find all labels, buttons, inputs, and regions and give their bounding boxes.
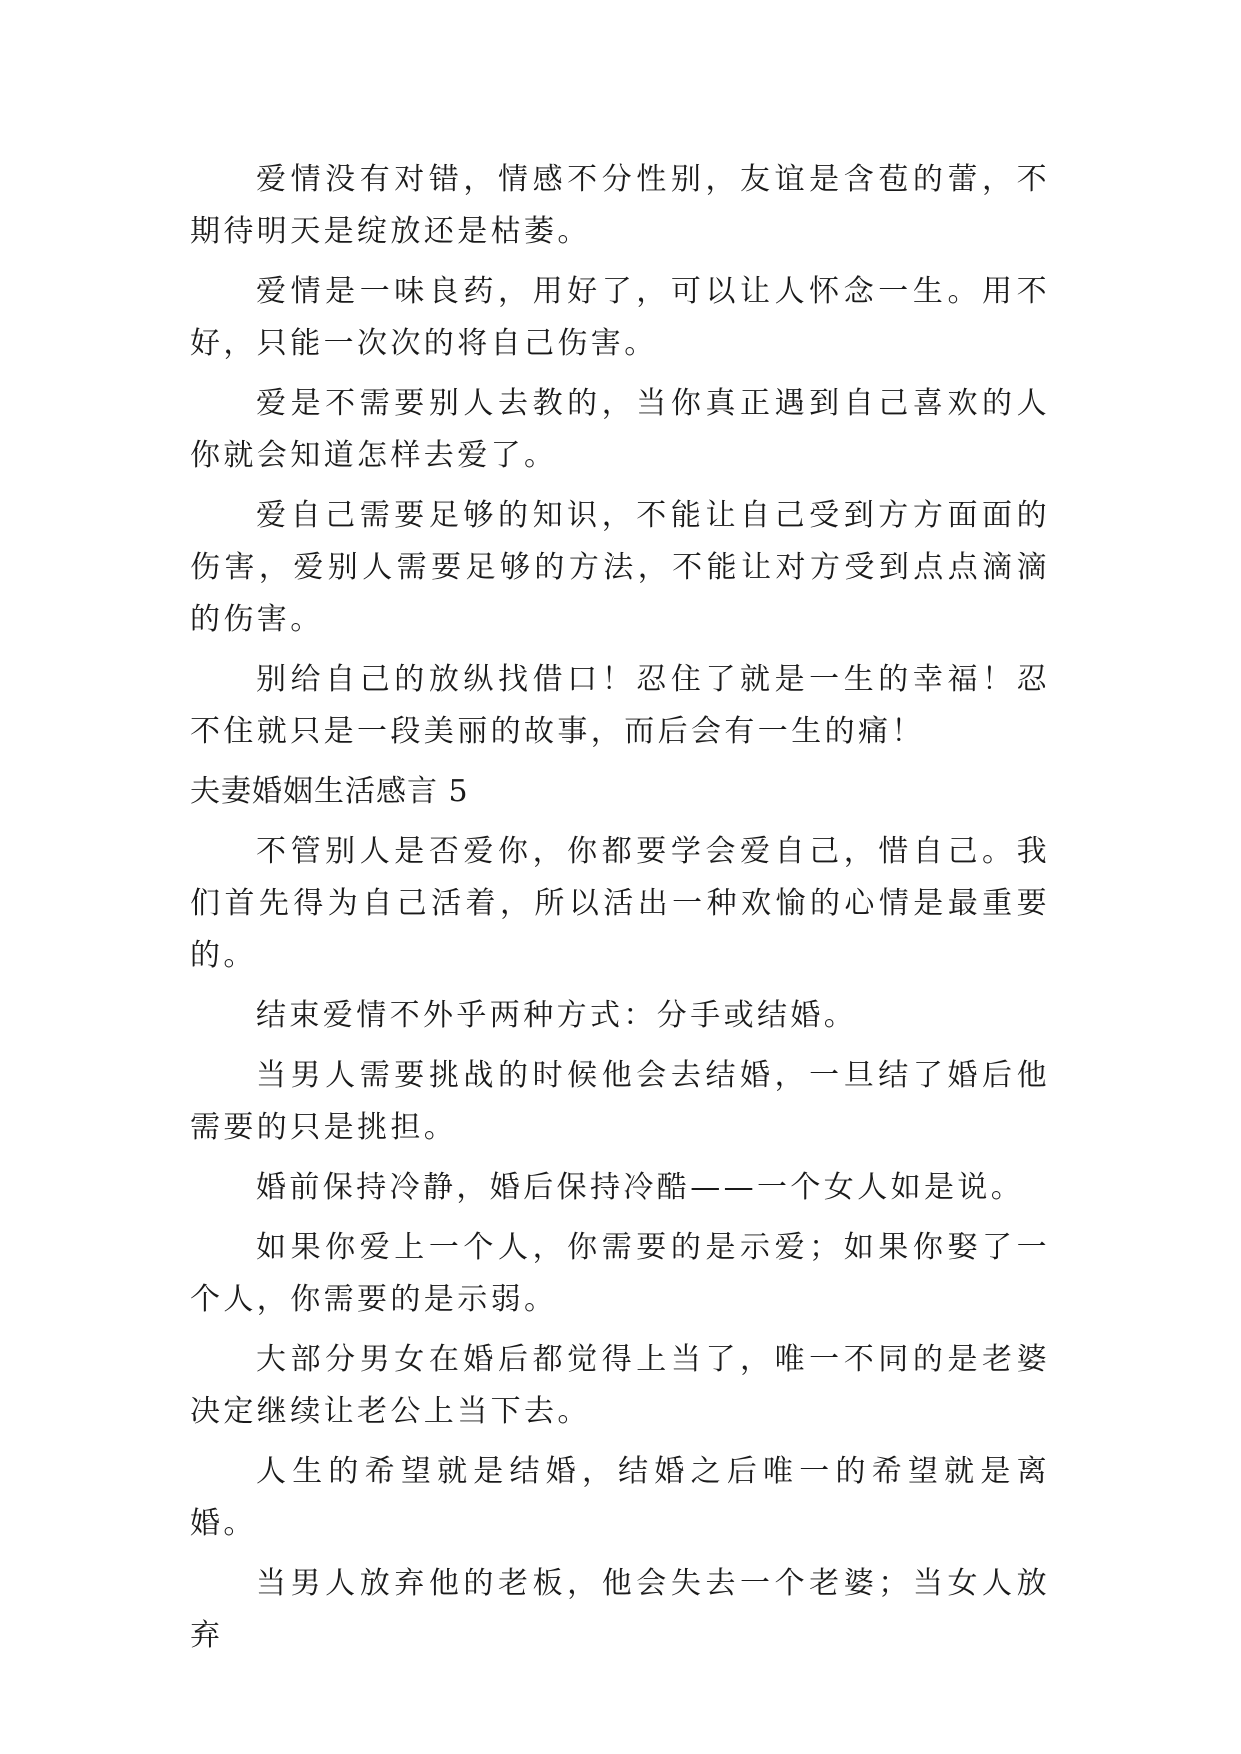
paragraph: 如果你爱上一个人，你需要的是示爱；如果你娶了一个人，你需要的是示弱。 — [190, 1230, 1050, 1317]
paragraph: 爱自己需要足够的知识，不能让自己受到方方面面的伤害，爱别人需要足够的方法，不能让对方受到点点滴滴的伤害。 — [190, 498, 1050, 637]
paragraph: 爱是不需要别人去教的，当你真正遇到自己喜欢的人你就会知道怎样去爱了。 — [190, 386, 1050, 473]
paragraph: 不管别人是否爱你，你都要学会爱自己，惜自己。我们首先得为自己活着，所以活出一种欢愉的心情是最重要的。 — [190, 834, 1050, 973]
paragraph: 爱情没有对错，情感不分性别，友谊是含苞的蕾，不期待明天是绽放还是枯萎。 — [190, 162, 1050, 249]
paragraph: 当男人放弃他的老板，他会失去一个老婆；当女人放弃 — [190, 1566, 1050, 1653]
paragraph: 结束爱情不外乎两种方式：分手或结婚。 — [256, 998, 858, 1033]
section-heading: 夫妻婚姻生活感言 5 — [190, 774, 469, 809]
paragraph: 大部分男女在婚后都觉得上当了，唯一不同的是老婆决定继续让老公上当下去。 — [190, 1342, 1050, 1429]
paragraph: 婚前保持冷静，婚后保持冷酷——一个女人如是说。 — [256, 1170, 1025, 1205]
paragraph: 当男人需要挑战的时候他会去结婚，一旦结了婚后他需要的只是挑担。 — [190, 1058, 1050, 1145]
paragraph: 别给自己的放纵找借口！忍住了就是一生的幸福！忍不住就只是一段美丽的故事，而后会有一生的痛！ — [190, 662, 1050, 749]
document-body — [190, 154, 1050, 1670]
paragraph: 人生的希望就是结婚，结婚之后唯一的希望就是离婚。 — [190, 1454, 1050, 1541]
paragraph: 爱情是一味良药，用好了，可以让人怀念一生。用不好，只能一次次的将自己伤害。 — [190, 274, 1050, 361]
